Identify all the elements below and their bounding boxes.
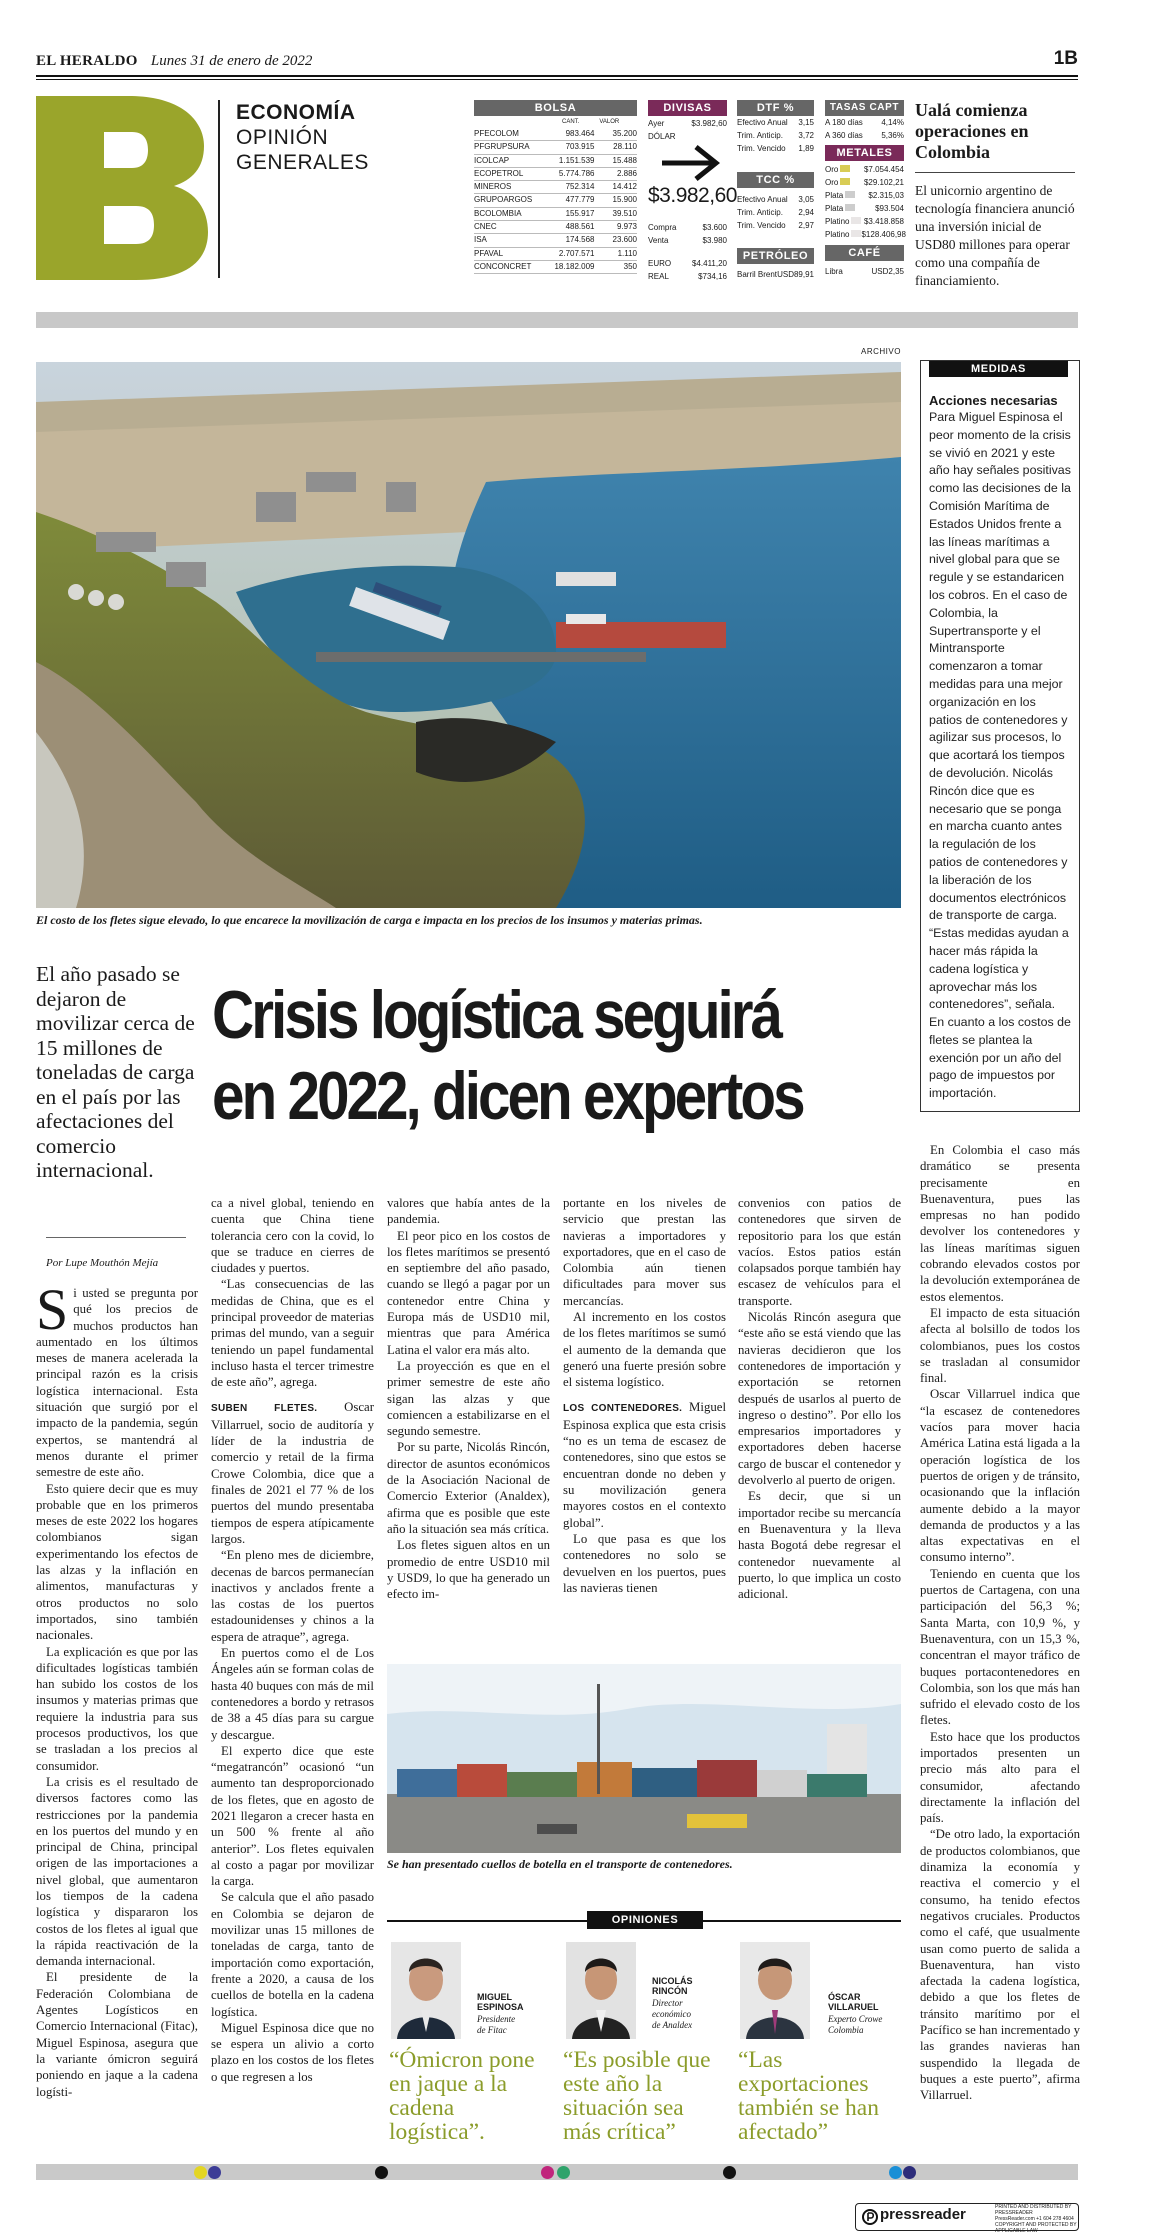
price: 1.110 [617,248,637,258]
bolsa-row [474,208,637,221]
bolsa-row [474,248,637,261]
quantity: 477.779 [565,195,595,205]
divisas-real-value: $734,16 [698,272,727,281]
tasas-row-value: 4,14% [881,118,904,127]
brief-rule [915,172,1075,173]
metales-header: METALES [825,145,904,161]
headline-line-2: en 2022, dicen expertos [212,1058,803,1134]
opinion-name: NICOLÁS RINCÓN [652,1976,693,1996]
paragraph: En puertos como el de Los Ángeles aún se forman colas de hasta 40 buques con más de mil contenedores a bordo y retrasos de 38 a 45 días para su cargue y descargue. [211,1646,374,1742]
bolsa-row [474,155,637,168]
issue-date: Lunes 31 de enero de 2022 [150,53,313,69]
paragraph: Esto quiere decir que es muy probable que en los primeros meses de este 2022 los hogares colombianos sigan experimentando los efectos de las alzas y la inflación en alimentos, manufacturas y otros productos no solo importados, sino también nacionales. [36,1481,198,1643]
pressreader-note: PRINTED AND DISTRIBUTED BY PRESSREADER PressReader.com +1 604 278 4604 COPYRIGHT AND PROTECTED BY APPLICABLE LAW [995,2204,1077,2232]
byline: Por Lupe Mouthón Mejía [46,1257,159,1269]
price: 14.412 [612,182,637,192]
masthead-rule [36,75,1078,77]
quantity: 703.915 [565,142,595,152]
registration-black-icon [723,2166,736,2179]
headline-line-1: Crisis logística seguirá [212,977,781,1053]
tasas-metales-table [825,100,904,278]
tasas-row-label: A 360 días [825,131,863,140]
petroleo-value: USD89,91 [777,270,814,279]
paragraph: “En pleno mes de diciembre, decenas de barcos permanecían inactivos y anclados frente a las costas de los puertos estadounidenses y chinos a la espera de atraque”, agrega. [211,1548,374,1644]
paragraph: Oscar Villarruel indica que “la escasez de contenedores vacíos para mover hacia América Latina está ligada a la operación logística de los puertos de origen y de tránsito, ocasionando que la inflación aumente debido a la mayor demanda de productos y a las altas expectativas en el consumo interno”. [920,1387,1080,1565]
divisas-table [648,100,737,283]
price: 350 [623,261,637,271]
sidebar-title: Acciones necesarias [929,393,1058,408]
ticker: ISA [474,235,487,245]
quantity: 2.707.571 [558,248,595,258]
dtf-row-label: Trim. Anticip. [737,131,783,140]
divisas-dolar-label: DÓLAR [648,132,676,141]
petroleo-header: PETRÓLEO [737,248,814,264]
article-column-6 [920,1142,1080,2104]
metal-label: Oro [825,178,839,187]
paragraph: Oscar Villarruel, socio de auditoría y líder de la industria de comercio y retail de la firma Crowe Colombia, dice que a finales de 2021 el 77 % de los puertos del mundo presentaba tiempos de espera atípicamente largos. [211,1399,374,1546]
ticker: PFAVAL [474,248,504,258]
divisas-euro-label: EURO [648,259,672,268]
ticker: CNEC [474,222,497,232]
bolsa-row [474,181,637,194]
tasas-header: TASAS CAPT [825,100,904,116]
bolsa-col-valor: VALOR [599,119,620,125]
paragraph: El experto dice que este “megatrancón” ocasionó “un aumento tan desproporcionado de los fletes, que en agosto de 2021 llegaron a crecer hasta en un 500 % frente al año anterior”. Los fletes equivalen al costo a pagar por movilizar la carga. [211,1743,374,1889]
paragraph: El impacto de esta situación afecta al bolsillo de todos los colombianos, pues los costos se trasladan al consumidor final. [920,1305,1080,1386]
paragraph: En Colombia el caso más dramático se presenta precisamente en Buenaventura, pues las empresas no han podido devolver los contenedores y las líneas marítimas siguen cobrando elevados costos por la devolución extemporánea de estos elementos. [920,1143,1080,1304]
section-labels [236,100,416,175]
dtf-tcc-table [737,100,814,281]
paragraph: La proyección es que en el primer semestre de este año sigan las alzas y que comiencen a estabilizarse en el segundo semestre. [387,1358,550,1439]
subhead-kicker: SUBEN FLETES. [211,1402,318,1414]
quantity: 174.568 [565,235,595,245]
ticker: CONCONCRET [474,261,532,271]
gold-bar-icon [840,178,850,185]
paragraph: Miguel Espinosa dice que no se espera un alivio a corto plazo en los costos de los fletes o que regresen a los [211,2020,374,2084]
tcc-row-label: Efectivo Anual [737,195,788,204]
tcc-row-value: 2,97 [798,221,814,230]
tcc-row-label: Trim. Anticip. [737,208,783,217]
tcc-row-label: Trim. Vencido [737,221,786,230]
metal-label: Plata [825,204,844,213]
registration-blue-icon [208,2166,221,2179]
silver-bar-icon [845,204,855,211]
quantity: 488.561 [565,222,595,232]
tcc-row-value: 2,94 [798,208,814,217]
bolsa-col-cant: CANT. [562,119,580,125]
paragraph: Es decir, que si un importador recibe su mercancía en Buenaventura y la lleva hasta Bogotá debe regresar el contenedor nuevamente al puerto, lo que implica un costo adicional. [738,1489,901,1602]
metal-label: Oro [825,165,839,174]
bolsa-row [474,234,637,247]
paragraph: Al incremento en los costos de los fletes marítimos se sumó el aumento de la demanda que generó una fuerte presión sobre el sistema logístico. [563,1310,726,1390]
ticker: PFECOLOM [474,129,519,138]
opinion-name: MIGUEL ESPINOSA [477,1992,524,2012]
divisas-venta-label: Venta [648,236,669,245]
subhead-kicker: LOS CONTENEDORES. [563,1402,683,1414]
quantity: 983.464 [565,129,595,138]
paragraph: convenios con patios de contenedores que sirven de repositorio para los que están vacíos. Estos patios están colapsados porque también hay escasez de vehículos para el transporte. [738,1196,901,1308]
paragraph: ca a nivel global, teniendo en cuenta que China tiene tolerancia cero con la covid, lo que se traduce en cierres de ciudades y puertos. [211,1196,374,1276]
bolsa-row [474,221,637,234]
paragraph: Teniendo en cuenta que los puertos de Cartagena, con una participación del 56,3 %; Santa Marta, con 10,9 %, y Buenaventura, con un 15,3 %, concentran el mayor tráfico de buques portacontenedores en Colombia, son los que más han sufrido el elevado costo de los fletes. [920,1566,1080,1728]
avatar-oscar-villaruel [740,1942,810,2039]
article-column-1 [36,1277,198,2100]
tasas-row-value: 5,36% [881,131,904,140]
bolsa-table [474,100,637,274]
opinion-role: Director económico de Analdex [652,1998,693,2030]
section-letter-b-icon [36,96,208,280]
article-deck: El año pasado se dejaron de movilizar cerca de 15 millones de toneladas de carga en el país por las afectaciones del comercio internacional. [36,962,195,1182]
masthead-rule-thin [36,79,1078,80]
ticker: ICOLCAP [474,155,510,165]
dtf-row-value: 1,89 [798,144,814,153]
metal-label: Platino [825,217,850,226]
silver-bar-icon [845,191,855,198]
section-gray-bar [36,312,1078,328]
platinum-bar-icon [851,217,861,224]
quantity: 18.182.009 [554,261,595,271]
container-yard-photo [387,1664,901,1853]
article-column-5 [738,1195,901,1602]
ticker: ECOPETROL [474,168,524,178]
brief-title: Ualá comienza operaciones en Colombia [915,100,1029,162]
medidas-sidebar [920,360,1080,1112]
price: 35.200 [612,129,637,138]
paragraph: Miguel Espinosa explica que esta crisis “no es un tema de escasez de contenedores, sino que estos se encuentran donde no deben y su movilización genera mayores costos en el contexto global”. [563,1399,726,1530]
metal-value: $7.054.454 [863,165,904,174]
section-opinion: OPINIÓN [236,126,329,149]
bolsa-row [474,261,637,274]
opinion-role: Experto Crowe Colombia [828,2014,883,2035]
registration-cyan-icon [889,2166,902,2179]
bolsa-row [474,141,637,154]
paragraph: i usted se pregunta por qué los precios de muchos productos han aumentado en los últimos meses de manera acelerada la principal razón es la crisis logística internacional. Esta situación que surgió por el impacto de la pandemia, según expertos, se mantendrá al menos durante el primer semestre de este año. [36,1286,198,1480]
sidebar-body: Para Miguel Espinosa el peor momento de la crisis se vivió en 2021 y este año hay señales positivas como las decisiones de la Comisión Marítima de Estados Unidos frente a las líneas marítimas a nivel global para que se regule y se estandaricen los cobros. En el caso de Colombia, la Supertransporte y el Mintransporte comenzaron a tomar medidas para una mejor organización en los patios de contenedores y agilizar sus procesos, lo que acortará los tiempos de devolución. Nicolás Rincón dice que es necesario que se ponga en marcha cuanto antes la regulación de los patios de contenedores y la liberación de los documentos electrónicos de transporte de carga. “Estas medidas ayudan a hacer más rápida la cadena logística y aprovechar más los contenedores”, señala. En cuanto a los costos de fletes se plantea la exención por un año del pago de impuestos por importación. [929,410,1071,1101]
pressreader-logo-icon [862,2209,878,2225]
divisas-real-label: REAL [648,272,669,281]
paragraph: “De otro lado, la exportación de productos colombianos, que dinamiza la economía y reactiva el comercio y el consumo, ha tenido efectos negativos cruciales. Productos como el café, que usualmente usan como puerto de salida a Buenaventura, han visto afectada la cadena logística, debido a que los fletes de tránsito marítimo por el Pacífico se han incrementado y las grandes navieras han suspendido la llegada de buques a este puerto”, afirma Villarruel. [920,1827,1080,2103]
photo-caption: El costo de los fletes sigue elevado, lo que encarece la movilización de carga e impacta en los precios de los insumos y materias primas. [36,913,703,927]
metal-value: $93.504 [875,204,904,213]
avatar-nicolas-rincon [566,1942,636,2039]
opinion-quote: “Ómicron pone en jaque a la cadena logística”. [389,2047,535,2145]
drop-cap: S [36,1277,69,1342]
paragraph: Se calcula que el año pasado en Colombia se dejaron de movilizar unas 15 millones de toneladas de carga, tanto de importación como exportación, frente a 2020, a causa de los cuellos de botella en la cadena logística. [211,1890,374,2019]
opinion-role: Presidente de Fitac [477,2014,516,2035]
quantity: 1.151.539 [558,155,595,165]
price: 39.510 [612,208,637,218]
quantity: 155.917 [565,208,595,218]
bolsa-row [474,168,637,181]
registration-green-icon [557,2166,570,2179]
divisas-compra-label: Compra [648,223,677,232]
page-number: 1B [1053,48,1078,69]
article-column-4 [563,1195,726,1596]
paragraph: La crisis es el resultado de diversos factores como las restricciones por la pandemia en los puertos del mundo y en principal de China, principal origen de las importaciones a nivel global, que aumentaron los tiempos de la cadena logística y dispararon los costos de los fletes al igual que la rápida reactivación de la demanda internacional. [36,1774,198,1969]
divisas-ayer-label: Ayer [648,119,665,128]
photo-caption: Se han presentado cuellos de botella en el transporte de contenedores. [387,1857,733,1871]
ticker: MINEROS [474,182,512,192]
arrow-right-icon [648,143,727,183]
pressreader-logo: pressreader [880,2206,966,2223]
metal-value: $2.315,03 [868,191,904,200]
price: 15.488 [612,155,637,165]
paragraph: Lo que pasa es que los contenedores no solo se devuelven en los puertos, pues las navieras tienen [563,1531,726,1595]
opinion-quote: “Las exportaciones también se han afectado” [738,2047,879,2145]
metal-value: $3.418.858 [863,217,904,226]
price: 15.900 [612,195,637,205]
divisas-header: DIVISAS [648,100,727,116]
registration-magenta-icon [541,2166,554,2179]
metal-value: $29.102,21 [863,178,904,187]
photo-credit: ARCHIVO [861,347,901,356]
divisas-euro-value: $4.411,20 [692,259,727,268]
paragraph: portante en los niveles de servicio que prestan las navieras a importadores y exportadores, que en el caso de Colombia aún tienen dificultades para mover sus mercancías. [563,1196,726,1308]
divisas-compra-value: $3.600 [702,223,727,232]
opinion-name: ÓSCAR VILLARUEL [828,1992,879,2012]
brief-body: El unicornio argentino de tecnología financiera anunció una inversión inicial de USD80 millones para operar como una compañía de financiamiento. [915,183,1075,288]
platinum-bar-icon [851,230,861,237]
port-aerial-photo [36,362,901,908]
paragraph: Por su parte, Nicolás Rincón, director de asuntos económicos de la Asociación Nacional de Comercio Exterior (Analdex), afirma que es posible que este año la situación sea más crítica. [387,1440,550,1536]
ticker: GRUPOARGOS [474,195,533,205]
opinion-quote: “Es posible que este año la situación sea más crítica” [563,2047,711,2145]
bolsa-header: BOLSA [474,100,637,116]
cafe-value: USD2,35 [871,267,904,276]
bolsa-row [474,194,637,207]
headline [212,975,823,1137]
paragraph: El peor pico en los costos de los fletes marítimos se presentó en septiembre del año pasado, cuando se llegó a pagar por un contenedor entre China y Europa más de USD10 mil, mientras que para América Latina el valor era más alto. [387,1228,550,1357]
dtf-header: DTF % [737,100,814,116]
tasas-row-label: A 180 días [825,118,863,127]
dtf-row-value: 3,72 [798,131,814,140]
paragraph: Esto hace que los productos importados presenten un precio más alto para el consumidor, afectando directamente la inflación del país. [920,1729,1080,1826]
deck-rule [46,1237,186,1238]
metal-label: Platino [825,230,850,239]
cafe-label: Libra [825,267,843,276]
registration-black-icon [375,2166,388,2179]
quantity: 752.314 [565,182,595,192]
newspaper-name: EL HERALDO [36,53,138,69]
registration-navy-icon [903,2166,916,2179]
price: 23.600 [612,235,637,245]
dtf-row-label: Efectivo Anual [737,118,788,127]
registration-yellow-icon [194,2166,207,2179]
dtf-row-label: Trim. Vencido [737,144,786,153]
cafe-header: CAFÉ [825,245,904,261]
paragraph: Los fletes siguen altos en un promedio de entre USD10 mil y USD9, lo que ha generado un efecto im- [387,1538,550,1602]
divisas-venta-value: $3.980 [702,236,727,245]
section-economia: ECONOMÍA [236,101,356,124]
bolsa-row [474,128,637,141]
paragraph: Nicolás Rincón asegura que “este año se está viendo que las navieras decidieron que los contenedores de importación y exportación se retornen después de usarlos al puerto de ingreso o destino”. Por ello los empresarios importadores y exportadores deben hacerse cargo de buscar el contenedor y devolverlo al puerto de origen. [738,1310,901,1488]
paragraph: valores que había antes de la pandemia. [387,1196,550,1227]
ticker: PFGRUPSURA [474,142,530,152]
avatar-miguel-espinosa [391,1942,461,2039]
divisas-ayer-value: $3.982,60 [691,119,727,128]
section-divider [218,100,220,278]
sidebar-header: MEDIDAS [929,361,1068,377]
price: 2.886 [616,168,637,178]
section-generales: GENERALES [236,151,369,174]
paragraph: “Las consecuencias de las medidas de China, que es el principal proveedor de materias primas del mundo, van a seguir teniendo un papel fundamental incluso hasta el tercer trimestre de este año”, agrega. [211,1277,374,1390]
price: 9.973 [616,222,637,232]
metal-value: $128.406,98 [861,230,906,239]
article-column-2 [211,1195,374,2085]
dtf-row-value: 3,15 [798,118,814,127]
metal-label: Plata [825,191,844,200]
quantity: 5.774.786 [558,168,595,178]
gold-bar-icon [840,165,850,172]
article-column-3 [387,1195,550,1602]
petroleo-label: Barril Brent [737,270,778,279]
tcc-header: TCC % [737,172,814,188]
tcc-row-value: 3,05 [798,195,814,204]
price: 28.110 [613,142,637,152]
ticker: BCOLOMBIA [474,208,522,218]
opinions-header: OPINIONES [587,1911,703,1929]
paragraph: La explicación es que por las dificultades logísticas también han subido los costos de los insumos y materias primas que requiere la industria para sus procesos productivos, los que se trasladan a los precios al consumidor. [36,1644,198,1773]
paragraph: El presidente de la Federación Colombiana de Agentes Logísticos en Comercio Internacional (Fitac), Miguel Espinosa, asegura que la variante ómicron seguirá poniendo en jaque a la cadena logísti- [36,1970,198,2099]
masthead [36,50,1078,74]
dolar-big-value: $3.982,60 [648,184,737,207]
